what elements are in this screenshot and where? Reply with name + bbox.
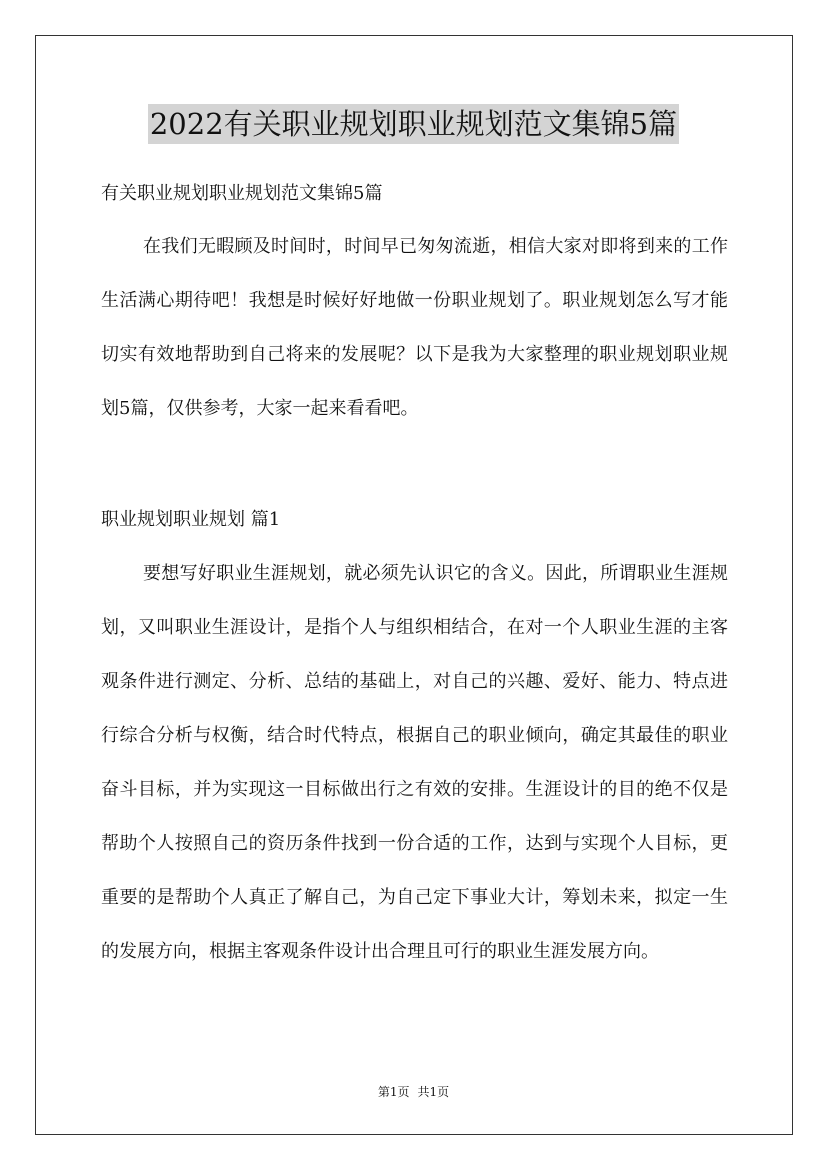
- document-title: 2022有关职业规划职业规划范文集锦5篇: [148, 104, 679, 144]
- intro-paragraph: 在我们无暇顾及时间时，时间早已匆匆流逝，相信大家对即将到来的工作生活满心期待吧！我想是时候好好地做一份职业规划了。职业规划怎么写才能切实有效地帮助到自己将来的发展呢？以下是我为大家整理的职业规划职业规划5篇，仅供参考，大家一起来看看吧。: [101, 236, 728, 419]
- section-heading: 职业规划职业规划 篇1: [101, 509, 281, 530]
- title-container: [0, 104, 827, 144]
- document-subtitle: 有关职业规划职业规划范文集锦5篇: [101, 183, 383, 204]
- page-number-current: 第1页: [377, 1085, 410, 1099]
- page-number-total: 共1页: [417, 1085, 450, 1099]
- section-body-paragraph: 要想写好职业生涯规划，就必须先认识它的含义。因此，所谓职业生涯规划，又叫职业生涯设计，是指个人与组织相结合，在对一个人职业生涯的主客观条件进行测定、分析、总结的基础上，对自己的兴趣、爱好、能力、特点进行综合分析与权衡，结合时代特点，根据自己的职业倾向，确定其最佳的职业奋斗目标，并为实现这一目标做出行之有效的安排。生涯设计的目的绝不仅是帮助个人按照自己的资历条件找到一份合适的工作，达到与实现个人目标，更重要的是帮助个人真正了解自己，为自己定下事业大计，筹划未来，拟定一生的发展方向，根据主客观条件设计出合理且可行的职业生涯发展方向。: [101, 563, 728, 962]
- page-footer: [0, 1084, 827, 1100]
